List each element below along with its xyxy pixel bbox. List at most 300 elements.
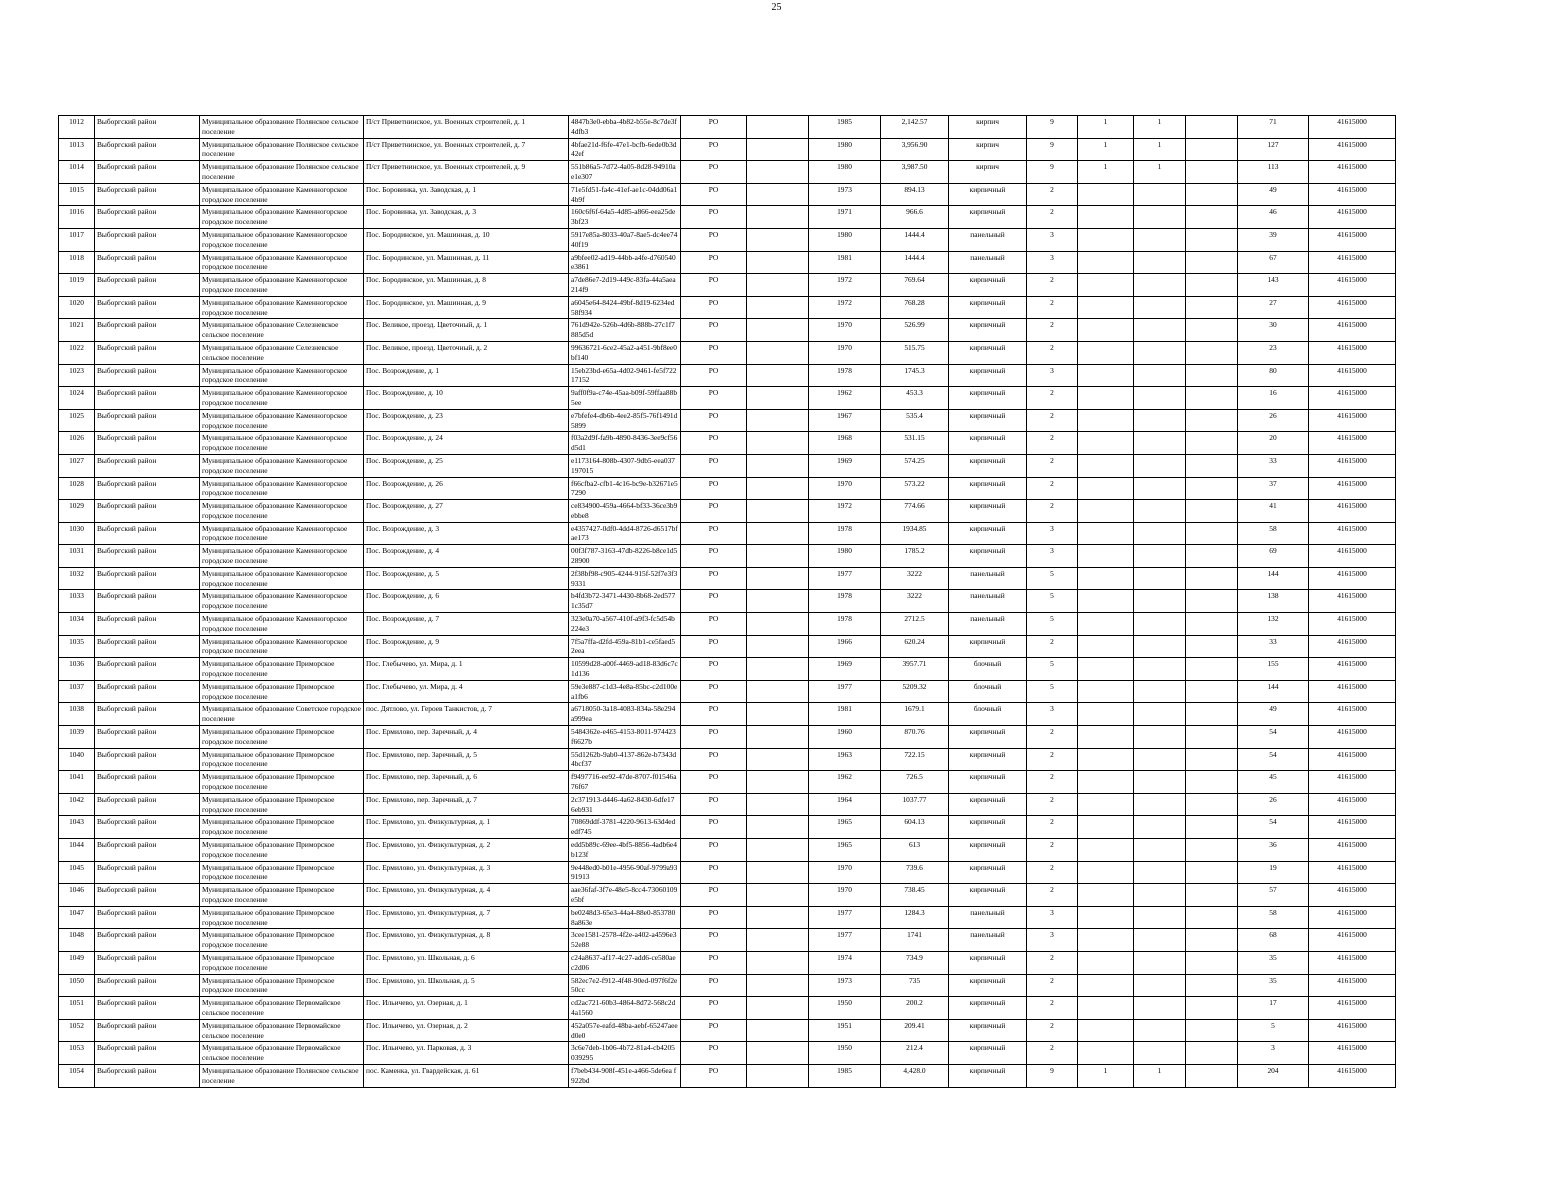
cell-district: Выборгский район <box>95 206 200 229</box>
cell-area: 535.4 <box>881 409 949 432</box>
cell-oktmo-code: 41615000 <box>1309 951 1396 974</box>
cell-municipality: Муниципальное образование Приморское городское поселение <box>200 816 364 839</box>
cell-col-13 <box>1134 432 1186 455</box>
cell-col-12: 1 <box>1078 1064 1134 1087</box>
cell-residents: 27 <box>1238 296 1309 319</box>
cell-district: Выборгский район <box>95 522 200 545</box>
cell-oktmo-code: 41615000 <box>1309 341 1396 364</box>
cell-residents: 54 <box>1238 816 1309 839</box>
cell-floors: 2 <box>1027 861 1078 884</box>
cell-oktmo-code: 41615000 <box>1309 432 1396 455</box>
cell-municipality: Муниципальное образование Каменногорское городское поселение <box>200 432 364 455</box>
cell-residents: 58 <box>1238 522 1309 545</box>
cell-residents: 68 <box>1238 929 1309 952</box>
cell-col-14 <box>1186 138 1238 161</box>
cell-municipality: Муниципальное образование Каменногорское городское поселение <box>200 206 364 229</box>
cell-area: 453.3 <box>881 387 949 410</box>
cell-col-12 <box>1078 183 1134 206</box>
cell-build-year: 1985 <box>809 1064 881 1087</box>
cell-house-guid: be0248d3-65e3-44a4-88e0-8537808a863e <box>569 906 681 929</box>
cell-municipality: Муниципальное образование Приморское городское поселение <box>200 929 364 952</box>
cell-oktmo-code: 41615000 <box>1309 861 1396 884</box>
cell-oktmo-code: 41615000 <box>1309 454 1396 477</box>
table-row <box>59 1064 1396 1087</box>
cell-empty-col <box>747 116 809 139</box>
cell-build-year: 1978 <box>809 613 881 636</box>
cell-area: 526.99 <box>881 319 949 342</box>
cell-address: Пос. Ермилово, ул. Физкультурная, д. 2 <box>364 839 569 862</box>
cell-ro-mark: РО <box>681 432 747 455</box>
cell-area: 200.2 <box>881 997 949 1020</box>
cell-empty-col <box>747 884 809 907</box>
cell-col-12 <box>1078 726 1134 749</box>
cell-oktmo-code: 41615000 <box>1309 997 1396 1020</box>
cell-oktmo-code: 41615000 <box>1309 680 1396 703</box>
cell-ro-mark: РО <box>681 1064 747 1087</box>
cell-build-year: 1970 <box>809 341 881 364</box>
cell-empty-col <box>747 726 809 749</box>
cell-build-year: 1965 <box>809 816 881 839</box>
cell-col-12 <box>1078 951 1134 974</box>
cell-area: 1745.3 <box>881 364 949 387</box>
cell-col-12 <box>1078 228 1134 251</box>
cell-municipality: Муниципальное образование Каменногорское городское поселение <box>200 251 364 274</box>
cell-residents: 138 <box>1238 590 1309 613</box>
cell-col-13: 1 <box>1134 138 1186 161</box>
cell-address: Пос. Возрождение, д. 4 <box>364 545 569 568</box>
cell-ro-mark: РО <box>681 477 747 500</box>
cell-floors: 2 <box>1027 1019 1078 1042</box>
cell-row-number: 1039 <box>59 726 95 749</box>
cell-floors: 9 <box>1027 138 1078 161</box>
cell-floors: 2 <box>1027 816 1078 839</box>
page-number: 25 <box>771 2 782 13</box>
cell-area: 1785.2 <box>881 545 949 568</box>
cell-house-guid: f9497716-ee92-47de-8707-f01546a76f67 <box>569 771 681 794</box>
cell-area: 1444.4 <box>881 251 949 274</box>
cell-floors: 2 <box>1027 296 1078 319</box>
cell-col-13 <box>1134 726 1186 749</box>
cell-address: Пос. Ермилово, ул. Физкультурная, д. 3 <box>364 861 569 884</box>
cell-municipality: Муниципальное образование Полянское сельское поселение <box>200 116 364 139</box>
cell-oktmo-code: 41615000 <box>1309 477 1396 500</box>
cell-floors: 2 <box>1027 319 1078 342</box>
cell-district: Выборгский район <box>95 839 200 862</box>
cell-empty-col <box>747 1064 809 1087</box>
cell-col-12 <box>1078 251 1134 274</box>
table-row <box>59 861 1396 884</box>
cell-empty-col <box>747 748 809 771</box>
cell-col-12 <box>1078 522 1134 545</box>
table-row <box>59 206 1396 229</box>
cell-empty-col <box>747 635 809 658</box>
cell-col-12 <box>1078 839 1134 862</box>
table-row <box>59 906 1396 929</box>
cell-residents: 54 <box>1238 726 1309 749</box>
cell-wall-material: кирпичный <box>949 341 1027 364</box>
cell-col-12 <box>1078 1042 1134 1065</box>
cell-build-year: 1972 <box>809 274 881 297</box>
cell-house-guid: cd2ac721-60b3-4864-8d72-568c2d4a1560 <box>569 997 681 1020</box>
cell-wall-material: кирпичный <box>949 1064 1027 1087</box>
cell-floors: 5 <box>1027 658 1078 681</box>
cell-ro-mark: РО <box>681 161 747 184</box>
cell-municipality: Муниципальное образование Каменногорское городское поселение <box>200 183 364 206</box>
cell-area: 604.13 <box>881 816 949 839</box>
cell-col-12 <box>1078 793 1134 816</box>
cell-row-number: 1036 <box>59 658 95 681</box>
cell-ro-mark: РО <box>681 929 747 952</box>
cell-row-number: 1047 <box>59 906 95 929</box>
cell-col-13 <box>1134 929 1186 952</box>
cell-address: Пос. Боровинка, ул. Заводская, д. 3 <box>364 206 569 229</box>
cell-col-14 <box>1186 929 1238 952</box>
cell-address: Пос. Великое, проезд. Цветочный, д. 2 <box>364 341 569 364</box>
cell-oktmo-code: 41615000 <box>1309 319 1396 342</box>
cell-residents: 144 <box>1238 567 1309 590</box>
cell-district: Выборгский район <box>95 477 200 500</box>
registry-body <box>59 116 1396 1088</box>
cell-district: Выборгский район <box>95 432 200 455</box>
cell-house-guid: edd5b89c-69ee-4bf5-8856-4adb6e4b123f <box>569 839 681 862</box>
cell-empty-col <box>747 680 809 703</box>
cell-col-13 <box>1134 997 1186 1020</box>
cell-floors: 2 <box>1027 635 1078 658</box>
cell-wall-material: панельный <box>949 929 1027 952</box>
cell-municipality: Муниципальное образование Каменногорское городское поселение <box>200 387 364 410</box>
cell-residents: 57 <box>1238 884 1309 907</box>
cell-address: П/ст Приветнинское, ул. Военных строителей, д. 1 <box>364 116 569 139</box>
cell-address: П/ст Приветнинское, ул. Военных строителей, д. 7 <box>364 138 569 161</box>
table-row <box>59 522 1396 545</box>
cell-wall-material: кирпичный <box>949 1042 1027 1065</box>
cell-oktmo-code: 41615000 <box>1309 138 1396 161</box>
cell-address: Пос. Ильичево, ул. Озерная, д. 1 <box>364 997 569 1020</box>
cell-address: Пос. Бородинское, ул. Машинная, д. 10 <box>364 228 569 251</box>
cell-ro-mark: РО <box>681 228 747 251</box>
cell-area: 734.9 <box>881 951 949 974</box>
table-row <box>59 974 1396 997</box>
cell-col-12 <box>1078 635 1134 658</box>
cell-wall-material: кирпичный <box>949 884 1027 907</box>
cell-empty-col <box>747 274 809 297</box>
cell-col-14 <box>1186 658 1238 681</box>
cell-oktmo-code: 41615000 <box>1309 116 1396 139</box>
cell-residents: 23 <box>1238 341 1309 364</box>
cell-build-year: 1970 <box>809 319 881 342</box>
cell-district: Выборгский район <box>95 183 200 206</box>
cell-build-year: 1981 <box>809 703 881 726</box>
cell-oktmo-code: 41615000 <box>1309 748 1396 771</box>
cell-col-12 <box>1078 500 1134 523</box>
cell-district: Выборгский район <box>95 726 200 749</box>
cell-address: Пос. Возрождение, д. 27 <box>364 500 569 523</box>
cell-area: 870.76 <box>881 726 949 749</box>
cell-ro-mark: РО <box>681 1042 747 1065</box>
cell-col-13 <box>1134 409 1186 432</box>
table-row <box>59 545 1396 568</box>
table-row <box>59 500 1396 523</box>
cell-municipality: Муниципальное образование Полянское сельское поселение <box>200 138 364 161</box>
cell-col-14 <box>1186 161 1238 184</box>
cell-district: Выборгский район <box>95 613 200 636</box>
cell-col-14 <box>1186 364 1238 387</box>
cell-col-14 <box>1186 951 1238 974</box>
cell-row-number: 1041 <box>59 771 95 794</box>
cell-district: Выборгский район <box>95 138 200 161</box>
cell-address: Пос. Глебычево, ул. Мира, д. 4 <box>364 680 569 703</box>
cell-wall-material: кирпичный <box>949 274 1027 297</box>
cell-floors: 3 <box>1027 228 1078 251</box>
cell-row-number: 1053 <box>59 1042 95 1065</box>
cell-oktmo-code: 41615000 <box>1309 816 1396 839</box>
cell-col-14 <box>1186 228 1238 251</box>
cell-district: Выборгский район <box>95 816 200 839</box>
cell-wall-material: кирпичный <box>949 545 1027 568</box>
cell-district: Выборгский район <box>95 567 200 590</box>
table-row <box>59 771 1396 794</box>
cell-col-13 <box>1134 613 1186 636</box>
cell-area: 1679.1 <box>881 703 949 726</box>
cell-address: Пос. Ильичево, ул. Парковая, д. 3 <box>364 1042 569 1065</box>
cell-wall-material: панельный <box>949 590 1027 613</box>
cell-house-guid: 9aff0f9a-c74e-45aa-b09f-59ffaa88b5ee <box>569 387 681 410</box>
cell-house-guid: aae36faf-3f7e-48e5-8cc4-73060109e5bf <box>569 884 681 907</box>
cell-residents: 20 <box>1238 432 1309 455</box>
cell-oktmo-code: 41615000 <box>1309 274 1396 297</box>
cell-house-guid: 5917e85a-8033-40a7-8ae5-dc4ee7440f19 <box>569 228 681 251</box>
housing-registry-table <box>58 115 1396 1088</box>
cell-house-guid: f03a2d9f-fa9b-4890-8436-3ee9cf56d5d1 <box>569 432 681 455</box>
cell-col-14 <box>1186 274 1238 297</box>
cell-address: Пос. Возрождение, д. 26 <box>364 477 569 500</box>
cell-empty-col <box>747 906 809 929</box>
cell-district: Выборгский район <box>95 703 200 726</box>
cell-col-13 <box>1134 906 1186 929</box>
cell-municipality: Муниципальное образование Приморское городское поселение <box>200 680 364 703</box>
cell-empty-col <box>747 522 809 545</box>
cell-col-14 <box>1186 997 1238 1020</box>
cell-ro-mark: РО <box>681 635 747 658</box>
cell-col-13 <box>1134 590 1186 613</box>
cell-floors: 2 <box>1027 771 1078 794</box>
cell-ro-mark: РО <box>681 522 747 545</box>
cell-house-guid: 3cee1581-2578-4f2e-a402-a4596e352e88 <box>569 929 681 952</box>
cell-floors: 2 <box>1027 183 1078 206</box>
cell-house-guid: a9bfee02-ad19-44bb-a4fe-d760540e3861 <box>569 251 681 274</box>
cell-area: 726.5 <box>881 771 949 794</box>
cell-empty-col <box>747 183 809 206</box>
cell-row-number: 1024 <box>59 387 95 410</box>
cell-municipality: Муниципальное образование Приморское городское поселение <box>200 861 364 884</box>
cell-ro-mark: РО <box>681 567 747 590</box>
cell-col-12 <box>1078 748 1134 771</box>
cell-col-13 <box>1134 793 1186 816</box>
cell-col-12 <box>1078 387 1134 410</box>
cell-area: 768.28 <box>881 296 949 319</box>
cell-row-number: 1051 <box>59 997 95 1020</box>
cell-floors: 3 <box>1027 929 1078 952</box>
table-row <box>59 454 1396 477</box>
cell-row-number: 1048 <box>59 929 95 952</box>
cell-address: Пос. Возрождение, д. 9 <box>364 635 569 658</box>
cell-area: 1741 <box>881 929 949 952</box>
cell-wall-material: кирпичный <box>949 816 1027 839</box>
cell-residents: 39 <box>1238 228 1309 251</box>
cell-address: Пос. Ермилово, ул. Физкультурная, д. 7 <box>364 906 569 929</box>
table-row <box>59 274 1396 297</box>
cell-build-year: 1967 <box>809 409 881 432</box>
cell-build-year: 1977 <box>809 929 881 952</box>
cell-row-number: 1043 <box>59 816 95 839</box>
cell-build-year: 1977 <box>809 906 881 929</box>
cell-address: Пос. Ильичево, ул. Озерная, д. 2 <box>364 1019 569 1042</box>
cell-area: 212.4 <box>881 1042 949 1065</box>
cell-col-14 <box>1186 206 1238 229</box>
cell-wall-material: кирпичный <box>949 206 1027 229</box>
cell-empty-col <box>747 477 809 500</box>
cell-district: Выборгский район <box>95 545 200 568</box>
cell-col-14 <box>1186 861 1238 884</box>
cell-house-guid: 160c6f6f-64a5-4d85-a866-eea25de3bf23 <box>569 206 681 229</box>
cell-municipality: Муниципальное образование Каменногорское городское поселение <box>200 454 364 477</box>
cell-district: Выборгский район <box>95 884 200 907</box>
cell-floors: 3 <box>1027 545 1078 568</box>
table-row <box>59 997 1396 1020</box>
cell-address: Пос. Возрождение, д. 6 <box>364 590 569 613</box>
cell-floors: 2 <box>1027 274 1078 297</box>
cell-municipality: Муниципальное образование Полянское сельское поселение <box>200 1064 364 1087</box>
cell-col-14 <box>1186 703 1238 726</box>
cell-municipality: Муниципальное образование Приморское городское поселение <box>200 771 364 794</box>
cell-house-guid: a6718050-3a18-4083-834a-58e294a999ea <box>569 703 681 726</box>
cell-area: 3,987.50 <box>881 161 949 184</box>
cell-col-13 <box>1134 206 1186 229</box>
cell-empty-col <box>747 454 809 477</box>
cell-residents: 67 <box>1238 251 1309 274</box>
table-row <box>59 567 1396 590</box>
cell-area: 620.24 <box>881 635 949 658</box>
cell-ro-mark: РО <box>681 703 747 726</box>
cell-municipality: Муниципальное образование Приморское городское поселение <box>200 726 364 749</box>
cell-residents: 71 <box>1238 116 1309 139</box>
cell-ro-mark: РО <box>681 138 747 161</box>
cell-area: 2,142.57 <box>881 116 949 139</box>
cell-oktmo-code: 41615000 <box>1309 974 1396 997</box>
cell-wall-material: кирпичный <box>949 522 1027 545</box>
cell-build-year: 1980 <box>809 545 881 568</box>
cell-address: пос. Каменка, ул. Гвардейская, д. 61 <box>364 1064 569 1087</box>
cell-residents: 49 <box>1238 703 1309 726</box>
cell-build-year: 1951 <box>809 1019 881 1042</box>
cell-col-14 <box>1186 974 1238 997</box>
cell-row-number: 1025 <box>59 409 95 432</box>
cell-area: 2712.5 <box>881 613 949 636</box>
cell-area: 966.6 <box>881 206 949 229</box>
cell-row-number: 1027 <box>59 454 95 477</box>
cell-col-14 <box>1186 748 1238 771</box>
cell-col-13 <box>1134 680 1186 703</box>
cell-ro-mark: РО <box>681 748 747 771</box>
cell-house-guid: 10599d28-a00f-4469-ad18-83d6c7c1d136 <box>569 658 681 681</box>
cell-col-14 <box>1186 726 1238 749</box>
cell-floors: 2 <box>1027 839 1078 862</box>
cell-empty-col <box>747 839 809 862</box>
cell-municipality: Муниципальное образование Приморское городское поселение <box>200 839 364 862</box>
cell-row-number: 1019 <box>59 274 95 297</box>
cell-wall-material: кирпичный <box>949 432 1027 455</box>
cell-empty-col <box>747 319 809 342</box>
cell-wall-material: панельный <box>949 567 1027 590</box>
cell-build-year: 1964 <box>809 793 881 816</box>
cell-district: Выборгский район <box>95 409 200 432</box>
cell-municipality: Муниципальное образование Первомайское сельское поселение <box>200 1042 364 1065</box>
cell-col-14 <box>1186 1019 1238 1042</box>
table-row <box>59 635 1396 658</box>
cell-build-year: 1977 <box>809 567 881 590</box>
cell-house-guid: 551b86a5-7d72-4a05-8d28-94910ae1e307 <box>569 161 681 184</box>
cell-ro-mark: РО <box>681 364 747 387</box>
cell-col-14 <box>1186 319 1238 342</box>
cell-oktmo-code: 41615000 <box>1309 793 1396 816</box>
cell-residents: 204 <box>1238 1064 1309 1087</box>
cell-district: Выборгский район <box>95 341 200 364</box>
cell-empty-col <box>747 567 809 590</box>
cell-col-12 <box>1078 296 1134 319</box>
cell-oktmo-code: 41615000 <box>1309 613 1396 636</box>
cell-row-number: 1037 <box>59 680 95 703</box>
cell-col-12 <box>1078 613 1134 636</box>
cell-area: 1037.77 <box>881 793 949 816</box>
cell-area: 1444.4 <box>881 228 949 251</box>
cell-col-12 <box>1078 567 1134 590</box>
cell-col-14 <box>1186 432 1238 455</box>
cell-col-13 <box>1134 387 1186 410</box>
cell-col-13 <box>1134 228 1186 251</box>
cell-col-13 <box>1134 477 1186 500</box>
table-row <box>59 296 1396 319</box>
cell-area: 1284.3 <box>881 906 949 929</box>
cell-district: Выборгский район <box>95 906 200 929</box>
cell-floors: 3 <box>1027 906 1078 929</box>
cell-municipality: Муниципальное образование Каменногорское городское поселение <box>200 409 364 432</box>
cell-row-number: 1030 <box>59 522 95 545</box>
cell-residents: 33 <box>1238 454 1309 477</box>
cell-empty-col <box>747 138 809 161</box>
cell-municipality: Муниципальное образование Каменногорское городское поселение <box>200 613 364 636</box>
cell-area: 722.15 <box>881 748 949 771</box>
cell-col-12 <box>1078 816 1134 839</box>
cell-oktmo-code: 41615000 <box>1309 1019 1396 1042</box>
cell-col-13 <box>1134 274 1186 297</box>
cell-build-year: 1978 <box>809 522 881 545</box>
cell-col-13: 1 <box>1134 1064 1186 1087</box>
cell-district: Выборгский район <box>95 635 200 658</box>
table-row <box>59 409 1396 432</box>
cell-house-guid: 5484362e-e465-4153-8011-974423f6627b <box>569 726 681 749</box>
cell-row-number: 1032 <box>59 567 95 590</box>
cell-ro-mark: РО <box>681 771 747 794</box>
cell-col-14 <box>1186 545 1238 568</box>
cell-area: 613 <box>881 839 949 862</box>
cell-floors: 5 <box>1027 613 1078 636</box>
cell-house-guid: 70869ddf-3781-4220-9613-63d4ededf745 <box>569 816 681 839</box>
cell-wall-material: панельный <box>949 228 1027 251</box>
cell-build-year: 1973 <box>809 183 881 206</box>
cell-build-year: 1973 <box>809 974 881 997</box>
cell-wall-material: кирпичный <box>949 793 1027 816</box>
cell-district: Выборгский район <box>95 228 200 251</box>
